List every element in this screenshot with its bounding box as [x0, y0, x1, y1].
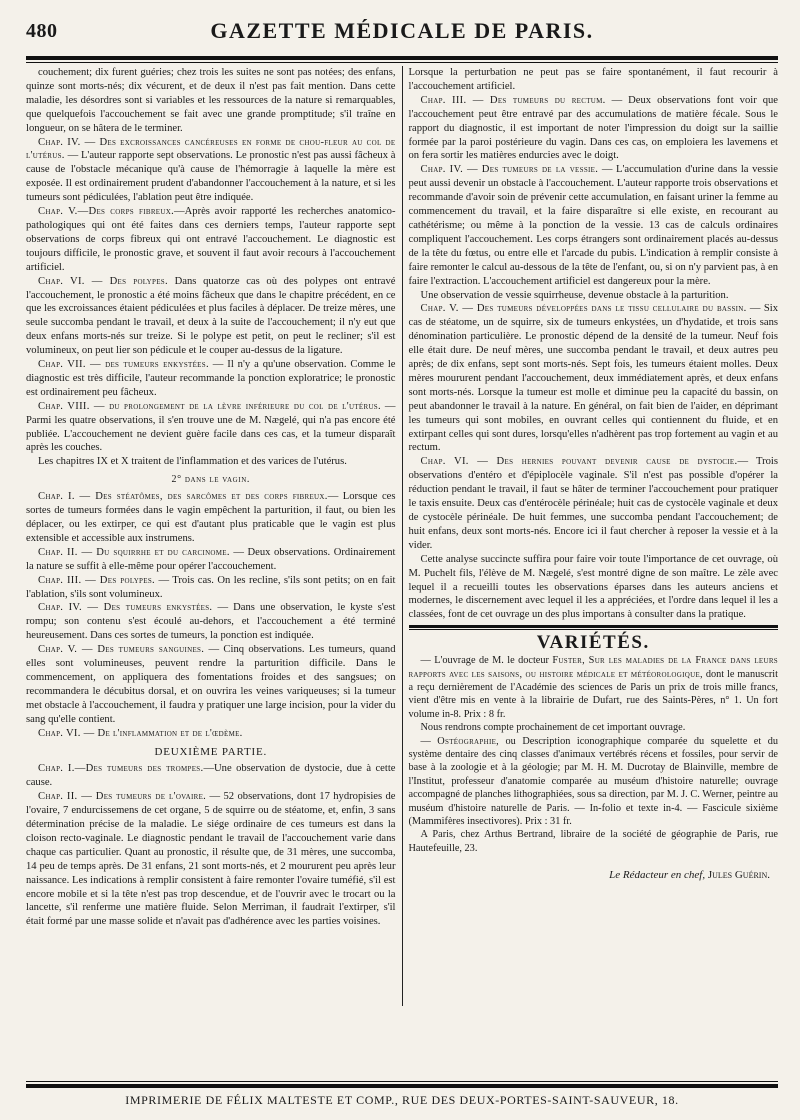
chapter-heading: Chap. VII. — des tumeurs enkystées.	[38, 359, 209, 371]
body-paragraph	[409, 289, 779, 303]
chapter-heading: Chap. V. — Des tumeurs développées dans le tissu cellulaire du bassin.	[420, 303, 747, 315]
chapter-paragraph	[409, 163, 779, 288]
paragraph-text: — Deux observations font voir que l'accouchement peut être entravé par des accumulations de matière fécale. Sous le rapport du diagnostic, il est important de noter l'impression du doigt sur la saillie formée par la paroi postérieure du vagin. Dans ces cas, on emploiera les lavemens et on fera sortir les matières endurcies avec le doigt.	[408, 94, 778, 162]
item-text: A Paris, chez Arthus Bertrand, libraire de la société de géographie de Paris, rue Hautefeuille, 23.	[408, 829, 778, 854]
chapter-heading: Chap. II. — Des tumeurs de l'ovaire.	[38, 791, 207, 803]
paragraph-text: — 52 observations, dont 17 hydropisies de l'ovaire, 7 endurcissemens de cet organe, 5 de squirre ou de stéatome, et, enfin, 3 sans détermination précise de la maladie. Le siége ordinaire de ces tumeurs est dans la cloison recto-vaginale. Le diagnostic pendant le travail de l'accouchement varie dans chaque cas particulier. Quant au pronostic, il résulte que, de 31 mères, une succomba, 14 peu de temps après. De 31 enfans, 21 sont morts-nés, et 2 moururent peu après leur naissance. Les indications à remplir consistent à faire remonter l'ovaire tuméfié, s'il est encore mobile et si la tête n'est pas trop descendue, et de l'ouvrir avec le trocart ou la lancette, s'il renferme une matière fluide. Selon Merriman, il faudrait l'extirper, s'il était formé par une masse solide et n'avait pas d'adhérence avec les parties voisines.	[26, 791, 396, 928]
varietes-item	[409, 654, 779, 721]
chapter-paragraph	[26, 601, 396, 643]
chapter-paragraph	[409, 302, 779, 455]
article-columns	[26, 66, 778, 1006]
paragraph-text: Cette analyse succincte suffira pour faire voir toute l'importance de cet ouvrage, où M. Puchelt fils, l'élève de M. Nægelé, s'est montré digne de son maître. Le zèle avec lequel il a recueilli toutes les observations éparses dans les auteurs anciens et modernes, le discernement avec lequel il les a appréciées, et l'ordre dans lequel il les a classées, font de cet ouvrage un des plus importans à consulter dans la pratique.	[408, 553, 778, 621]
chapter-heading: Chap. VI. — Des polypes.	[38, 275, 168, 287]
page-header	[26, 18, 778, 52]
item-lead: — L'ouvrage de M. le docteur	[420, 655, 553, 667]
chapter-paragraph	[409, 94, 779, 164]
paragraph-text: — L'accumulation d'urine dans la vessie peut aussi devenir un obstacle à l'accouchement. L'auteur rapporte trois observations et recommande d'avoir soin de prévenir cette accumulation, en faisant uriner la femme au commencement du travail, et la faire disparaître si elle existe, en recourant au cathétérisme; ou même à la ponction de la vessie. 13 cas de calculs ordinaires compliquent l'accouchement. Les corps étrangers sont ordinairement placés au-dessus de la tête du fœtus, ou entre elle et l'arcade du pubis. L'indication à remplir consiste à faire remonter le calcul au-dessous de la tête de l'enfant, ou, si on n'y parvient pas, à en faire l'extraction. L'accouchement artificiel est dangereux pour la mère.	[408, 164, 778, 287]
paragraph-text: — Lorsque ces sortes de tumeurs formées dans le vagin empêchent la parturition, il faut, ou bien les déplacer, ou les extirper, ce qui est d'autant plus praticable que le vagin est plus extensible et accessible aux instrumens.	[26, 491, 396, 544]
body-paragraph	[409, 553, 779, 623]
item-title: Fuster, Sur les maladies de la France dans leurs rapports avec les saisons, ou histoire médicale et météorologique,	[408, 655, 778, 680]
section-heading: 2° dans le vagin.	[171, 474, 250, 486]
body-paragraph	[26, 455, 396, 469]
chapter-heading: Chap. V.—Des corps fibreux.	[38, 206, 175, 218]
chapter-heading: Chap. IV. — Des tumeurs enkystées.	[38, 602, 213, 614]
chapter-paragraph	[26, 546, 396, 574]
body-paragraph	[26, 66, 396, 136]
item-text: Nous rendrons compte prochainement de cet important ouvrage.	[420, 722, 686, 734]
chapter-heading: Chap. I.—Des tumeurs des trompes.	[38, 763, 204, 775]
paragraph-text: — Parmi les quatre observations, il s'en trouve une de M. Nægelé, qui n'a pas encore été publiée. L'accouchement ne devient guère facile dans ces cas, et la tumeur disparaît après les couches.	[26, 400, 396, 454]
paragraph-text: — Deux observations. Ordinairement la nature se suffit à elle-même pour opérer l'accouchement.	[26, 546, 396, 572]
chapter-paragraph	[26, 205, 396, 275]
item-lead: —	[420, 735, 438, 747]
paragraph-text: Dans quatorze cas où des polypes ont entravé l'accouchement, le pronostic a été moins fâcheux que dans le chapitre précédent, en ce que les excroissances étaient pédiculées et plus faciles à déplacer. De treize mères, une seule succomba pendant le travail, et deux à la suite de l'accouchement; il n'y eut que deux enfans morts-nés sur treize. Si le polype est petit, on peut le recliner; s'il est volumineux, on peut lier son pédicule et le couper au-dessus de la ligature.	[26, 275, 396, 357]
chapter-paragraph	[26, 136, 396, 206]
varietes-rule-thick	[409, 625, 779, 628]
right-column-paragraphs	[409, 66, 779, 622]
chapter-paragraph	[26, 275, 396, 358]
left-column	[26, 66, 403, 1006]
chapter-paragraph	[26, 727, 396, 741]
varietes-item	[409, 828, 779, 855]
chapter-paragraph	[26, 358, 396, 400]
paragraph-text: — Dans une observation, le kyste s'est rompu; son contenu s'est écoulé au-dehors, et l'accouchement a été terminé heureusement. Dans ces sortes de tumeurs, la ponction est indiquée.	[26, 602, 396, 642]
paragraph-text: — Il n'y a qu'une observation. Comme le diagnostic est très difficile, l'auteur recommande la ponction exploratrice; le pronostic est ordinairement peu fâcheux.	[26, 359, 396, 398]
paragraph-text: — Six cas de stéatome, un de squirre, six de tumeurs enkystées, un d'hydatide, et trois sans dénomination particulière. Le pronostic dépend de la densité de la tumeur. Neuf fois elle était dure. De neuf mères, une succomba pendant le travail, et deux autres peu après; de dix enfans, sept sont morts-nés. Sept fois, les tumeurs étaient molles. Deux mères moururent pendant l'accouchement, deux immédiatement après, et deux enfans sont morts-nés. Lorsque la tumeur est molle et diminue peu la capacité du bassin, on peut abandonner le travail à la nature. En général, on fait bien de l'aider, en déprimant les tumeurs qui sont mobiles, en ouvrant celles qui contiennent du fluide, et en extirpant celles qui sont dures, lorsqu'elles n'adhèrent pas trop fortement au vagin et au rectum.	[408, 303, 778, 454]
paragraph-text: — Trois cas. On les recline, s'ils sont petits; on en fait l'ablation, s'ils sont volumineux.	[26, 574, 396, 600]
chapter-heading: Chap. V. — Des tumeurs sanguines.	[38, 644, 205, 656]
paragraph-text: — Cinq observations. Les tumeurs, quand elles sont volumineuses, peuvent rendre la parturition difficile. Dans le commencement, on appliquera des fomentations froides et des sangsues; on recommandera le décubitus dorsal, et on ouvrira les veines variqueuses; si la tumeur met obstacle à l'accouchement, il faudra y pratiquer une large incision, pour la vider du sang qu'elle contient.	[26, 644, 396, 725]
body-paragraph	[409, 66, 779, 94]
printer-imprint: IMPRIMERIE DE FÉLIX MALTESTE ET COMP., RUE DES DEUX-PORTES-SAINT-SAUVEUR, 18.	[125, 1093, 679, 1107]
journal-title: GAZETTE MÉDICALE DE PARIS.	[210, 18, 594, 43]
chapter-heading: Chap. II. — Du squirrhe et du carcinome.	[38, 546, 230, 558]
paragraph-text: Lorsque la perturbation ne peut pas se faire spontanément, il faut recourir à l'accouchement artificiel.	[408, 67, 778, 92]
paragraph-text: Les chapitres IX et X traitent de l'inflammation et des varices de l'utérus.	[38, 456, 347, 468]
chapter-paragraph	[26, 400, 396, 456]
item-title: Ostéographie,	[437, 735, 500, 747]
chapter-paragraph	[26, 490, 396, 546]
chapter-heading: Chap. III. — Des polypes.	[38, 574, 155, 586]
chapter-heading: Chap. IV. — Des tumeurs de la vessie.	[420, 164, 599, 176]
header-rule-thin	[26, 62, 778, 63]
chapter-heading: Chap. III. — Des tumeurs du rectum.	[420, 94, 606, 106]
chapter-paragraph	[26, 643, 396, 726]
varietes-item	[409, 735, 779, 829]
page-footer	[26, 1081, 778, 1108]
chapter-heading: Chap. VIII. — du prolongement de la lèvre inférieure du col de l'utérus.	[38, 400, 381, 412]
chapter-heading: Chap. I. — Des stéatômes, des sarcômes et des corps fibreux.	[38, 491, 328, 503]
page-number: 480	[26, 20, 58, 42]
editor-signature	[409, 869, 779, 883]
item-text: ou Description iconographique comparée du squelette et du système dentaire des cinq classes d'animaux vertébrés récens et fossiles, pour servir de base à la zoologie et à la géologie; par M. H. M. Ducrotay de Blainville, membre de l'Institut, professeur d'anatomie comparée au muséum d'histoire naturelle; ouvrage accompagné de planches lithographiées, sous sa direction, par M. J. C. Werner, peintre au muséum d'histoire naturelle de Paris. — In-folio et texte in-4. — Fascicule sixième (Mammifères insectivores). Prix : 31 fr.	[408, 735, 778, 828]
paragraph-text: Une observation de vessie squirrheuse, devenue obstacle à la parturition.	[420, 289, 729, 301]
paragraph-text: —Après avoir rapporté les recherches anatomico-pathologiques qui ont été faites dans ces derniers temps, l'auteur rapporte sept observations de corps fibreux qui ont entravé l'accouchement. Le diagnostic est toujours difficile, le pronostic grave, et souvent il faut avoir recours à l'accouchement artificiel.	[26, 206, 396, 273]
varietes-rule-thin	[409, 629, 779, 630]
footer-rule-thick	[26, 1084, 778, 1088]
chapter-paragraph	[26, 762, 396, 790]
chapter-heading: Chap. VI. — Des hernies pouvant devenir cause de dystocie.	[420, 456, 738, 468]
editor-name: Jules Guérin.	[707, 869, 770, 882]
varietes-title: VARIÉTÉS.	[536, 632, 650, 654]
paragraph-text: couchement; dix furent guéries; chez trois les suites ne sont pas notées; des enfans, quinze sont morts-nés; dix vécurent, et de deux il n'est pas fait mention. Dans cette maladie, les désordres sont si variables et les ressources de la nature si remarquables, que quelquefois l'accouchement se fait avec une grande promptitude; s'il traîne en longueur, on se hâtera de le terminer.	[26, 67, 396, 134]
chapter-heading: Chap. VI. — De l'inflammation et de l'œdème.	[38, 727, 243, 739]
item-text: dont le manuscrit a reçu dernièrement de l'Académie des sciences de Paris un prix de trois mille francs, vient d'être mis en vente à la librairie de Dufart, rue des Saints-Pères, n° 1. Un fort volume in-8. Prix : 8 fr.	[408, 668, 778, 720]
varietes-items	[409, 654, 779, 855]
chapter-heading: Chap. IV. — Des excroissances cancéreuses en forme de chou-fleur au col de l'utérus.	[26, 136, 396, 162]
varietes-item	[409, 721, 779, 734]
paragraph-text: — Trois observations d'entéro et d'épiplocèle vaginale. S'il n'est pas possible d'opérer la réduction pendant le travail, il faut se hâter de terminer l'accouchement pour pratiquer le taxis ensuite. Deux cas d'entérocèle périnéale; huit cas de cystocèle vaginale et deux de cystocèle périnéale. De huit femmes, une succomba pendant l'accouchement; de huit enfans, deux sont morts-nés. Encore ici il faut chercher à reposer la vessie et à la vider.	[408, 456, 778, 551]
right-column	[403, 66, 779, 1006]
paragraph-text: —Une observation de dystocie, due à cette cause.	[26, 763, 396, 789]
part-heading: DEUXIÈME PARTIE.	[154, 745, 268, 758]
paragraph-text: — L'auteur rapporte sept observations. Le pronostic n'est pas aussi fâcheux à cause de l'obstacle mécanique qu'à cause de l'hémorragie à laquelle la mère est exposée. Il est ordinairement prudent d'abandonner l'accouchement à la nature, et si les tumeurs sont pédiculées, l'ablation peut être indiquée.	[26, 150, 396, 204]
editor-label: Le Rédacteur en chef,	[609, 869, 706, 882]
header-rule-thick	[26, 56, 778, 60]
newspaper-page	[26, 18, 778, 1108]
footer-rule-thin	[26, 1081, 778, 1082]
chapter-paragraph	[409, 455, 779, 552]
chapter-paragraph	[26, 574, 396, 602]
chapter-paragraph	[26, 790, 396, 929]
